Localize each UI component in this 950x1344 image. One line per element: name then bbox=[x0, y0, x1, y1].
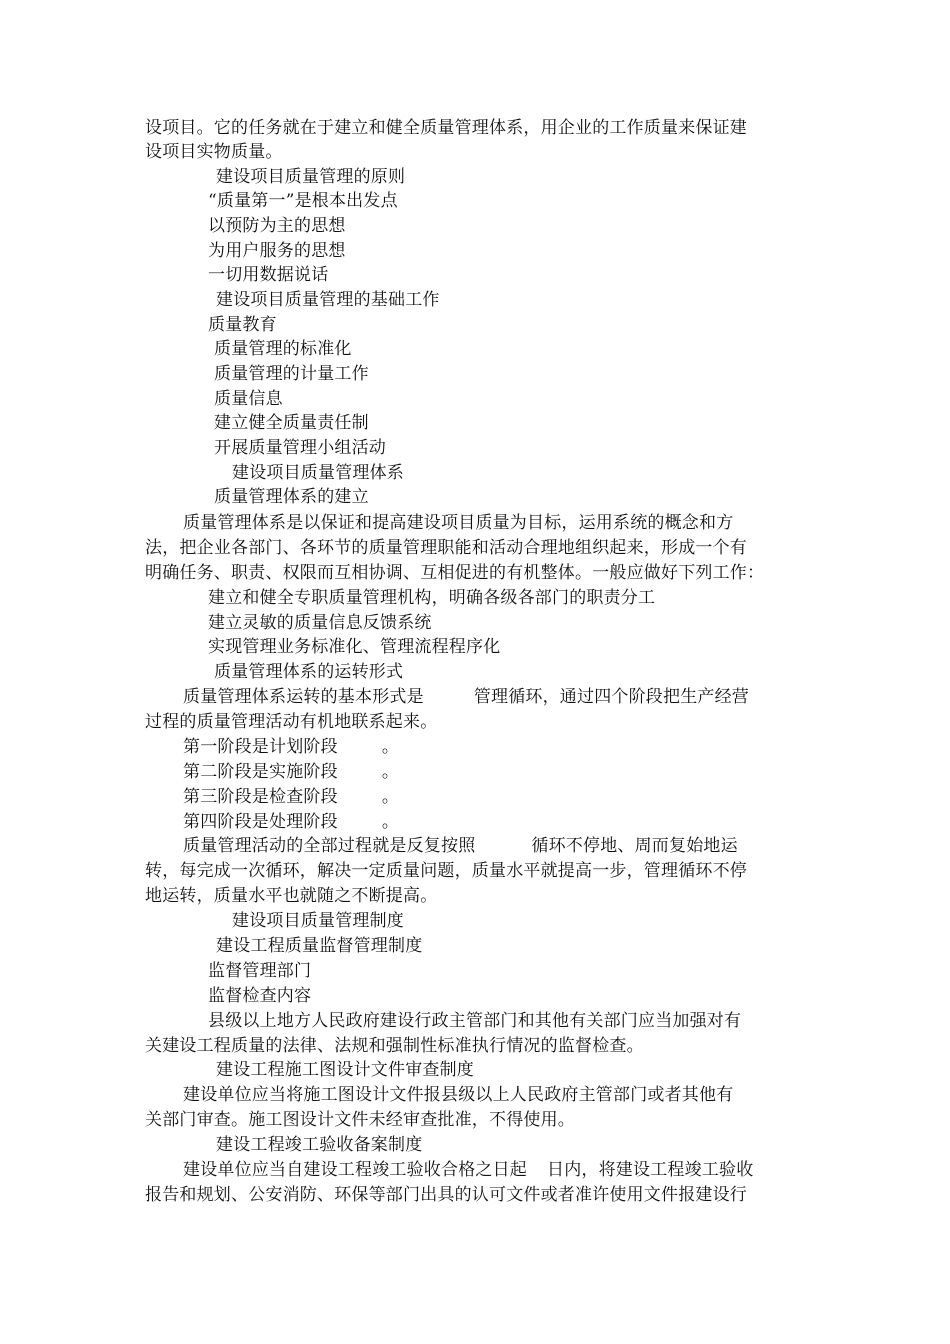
list-item: 以预防为主的思想 bbox=[208, 216, 346, 236]
paragraph-line: 县级以上地方人民政府建设行政主管部门和其他有关部门应当加强对有 bbox=[208, 1011, 742, 1031]
section-heading: 建设工程质量监督管理制度 bbox=[216, 936, 423, 956]
paragraph-line: 明确任务、职责、权限而互相协调、互相促进的有机整体。一般应做好下列工作： bbox=[145, 563, 765, 583]
section-heading: 质量管理体系的运转形式 bbox=[214, 662, 404, 682]
paragraph-line bbox=[183, 685, 749, 709]
list-item bbox=[183, 760, 399, 784]
text-segment: 第四阶段是处理阶段 bbox=[183, 812, 338, 832]
list-item: 质量教育 bbox=[208, 315, 277, 335]
text-line: 设项目实物质量。 bbox=[145, 142, 283, 162]
paragraph-line bbox=[183, 834, 738, 858]
section-heading: 建设工程施工图设计文件审查制度 bbox=[216, 1060, 474, 1080]
section-heading: 建设项目质量管理的基础工作 bbox=[216, 290, 440, 310]
text-segment: 。 bbox=[381, 812, 400, 832]
paragraph-line: 关建设工程质量的法律、法规和强制性标准执行情况的监督检查。 bbox=[145, 1036, 644, 1056]
text-segment: 日内，将建设工程竣工验收 bbox=[547, 1160, 754, 1180]
text-segment: 。 bbox=[381, 762, 400, 782]
text-segment: 建设单位应当自建设工程竣工验收合格之日起 bbox=[183, 1160, 527, 1180]
list-item: 质量管理的标准化 bbox=[214, 339, 352, 359]
list-item: 建立和健全专职质量管理机构，明确各级各部门的职责分工 bbox=[208, 588, 656, 608]
paragraph-line: 过程的质量管理活动有机地联系起来。 bbox=[145, 712, 438, 732]
list-item: 建立灵敏的质量信息反馈系统 bbox=[208, 613, 432, 633]
paragraph-line: 地运转，质量水平也就随之不断提高。 bbox=[145, 886, 438, 906]
list-item: 监督管理部门 bbox=[208, 961, 312, 981]
list-item: 一切用数据说话 bbox=[208, 265, 329, 285]
paragraph-line bbox=[183, 1158, 753, 1182]
paragraph-line: 质量管理体系是以保证和提高建设项目质量为目标，运用系统的概念和方 bbox=[183, 513, 734, 533]
list-item bbox=[183, 735, 399, 759]
list-item: 质量信息 bbox=[214, 389, 283, 409]
paragraph-line: 报告和规划、公安消防、环保等部门出具的认可文件或者准许使用文件报建设行 bbox=[145, 1185, 747, 1205]
text-segment: 循环不停地、周而复始地运 bbox=[531, 836, 738, 856]
text-segment: 。 bbox=[381, 737, 400, 757]
list-item: 监督检查内容 bbox=[208, 986, 312, 1006]
text-segment: 质量管理活动的全部过程就是反复按照 bbox=[183, 836, 476, 856]
paragraph-line: 法，把企业各部门、各环节的质量管理职能和活动合理地组织起来，形成一个有 bbox=[145, 538, 747, 558]
section-heading: 建设工程竣工验收备案制度 bbox=[216, 1135, 423, 1155]
text-segment: 第三阶段是检查阶段 bbox=[183, 787, 338, 807]
section-heading: 建设项目质量管理体系 bbox=[232, 463, 404, 483]
text-segment: 。 bbox=[381, 787, 400, 807]
section-heading: 质量管理体系的建立 bbox=[214, 487, 369, 507]
list-item: “质量第一”是根本出发点 bbox=[208, 191, 398, 211]
section-heading: 建设项目质量管理的原则 bbox=[216, 167, 406, 187]
text-segment: 第二阶段是实施阶段 bbox=[183, 762, 338, 782]
paragraph-line: 建设单位应当将施工图设计文件报县级以上人民政府主管部门或者其他有 bbox=[183, 1085, 734, 1105]
paragraph-line: 关部门审查。施工图设计文件未经审查批准，不得使用。 bbox=[145, 1110, 575, 1130]
list-item: 实现管理业务标准化、管理流程程序化 bbox=[208, 637, 501, 657]
list-item: 建立健全质量责任制 bbox=[214, 413, 369, 433]
list-item bbox=[183, 785, 399, 809]
text-line: 设项目。它的任务就在于建立和健全质量管理体系，用企业的工作质量来保证建 bbox=[145, 118, 747, 138]
list-item: 开展质量管理小组活动 bbox=[214, 438, 386, 458]
text-segment: 管理循环，通过四个阶段把生产经营 bbox=[473, 687, 750, 707]
text-segment: 质量管理体系运转的基本形式是 bbox=[183, 687, 424, 707]
text-segment: 第一阶段是计划阶段 bbox=[183, 737, 338, 757]
paragraph-line: 转，每完成一次循环，解决一定质量问题，质量水平就提高一步，管理循环不停 bbox=[145, 861, 747, 881]
section-heading: 建设项目质量管理制度 bbox=[232, 911, 404, 931]
list-item: 为用户服务的思想 bbox=[208, 241, 346, 261]
list-item bbox=[183, 810, 399, 834]
list-item: 质量管理的计量工作 bbox=[214, 364, 369, 384]
